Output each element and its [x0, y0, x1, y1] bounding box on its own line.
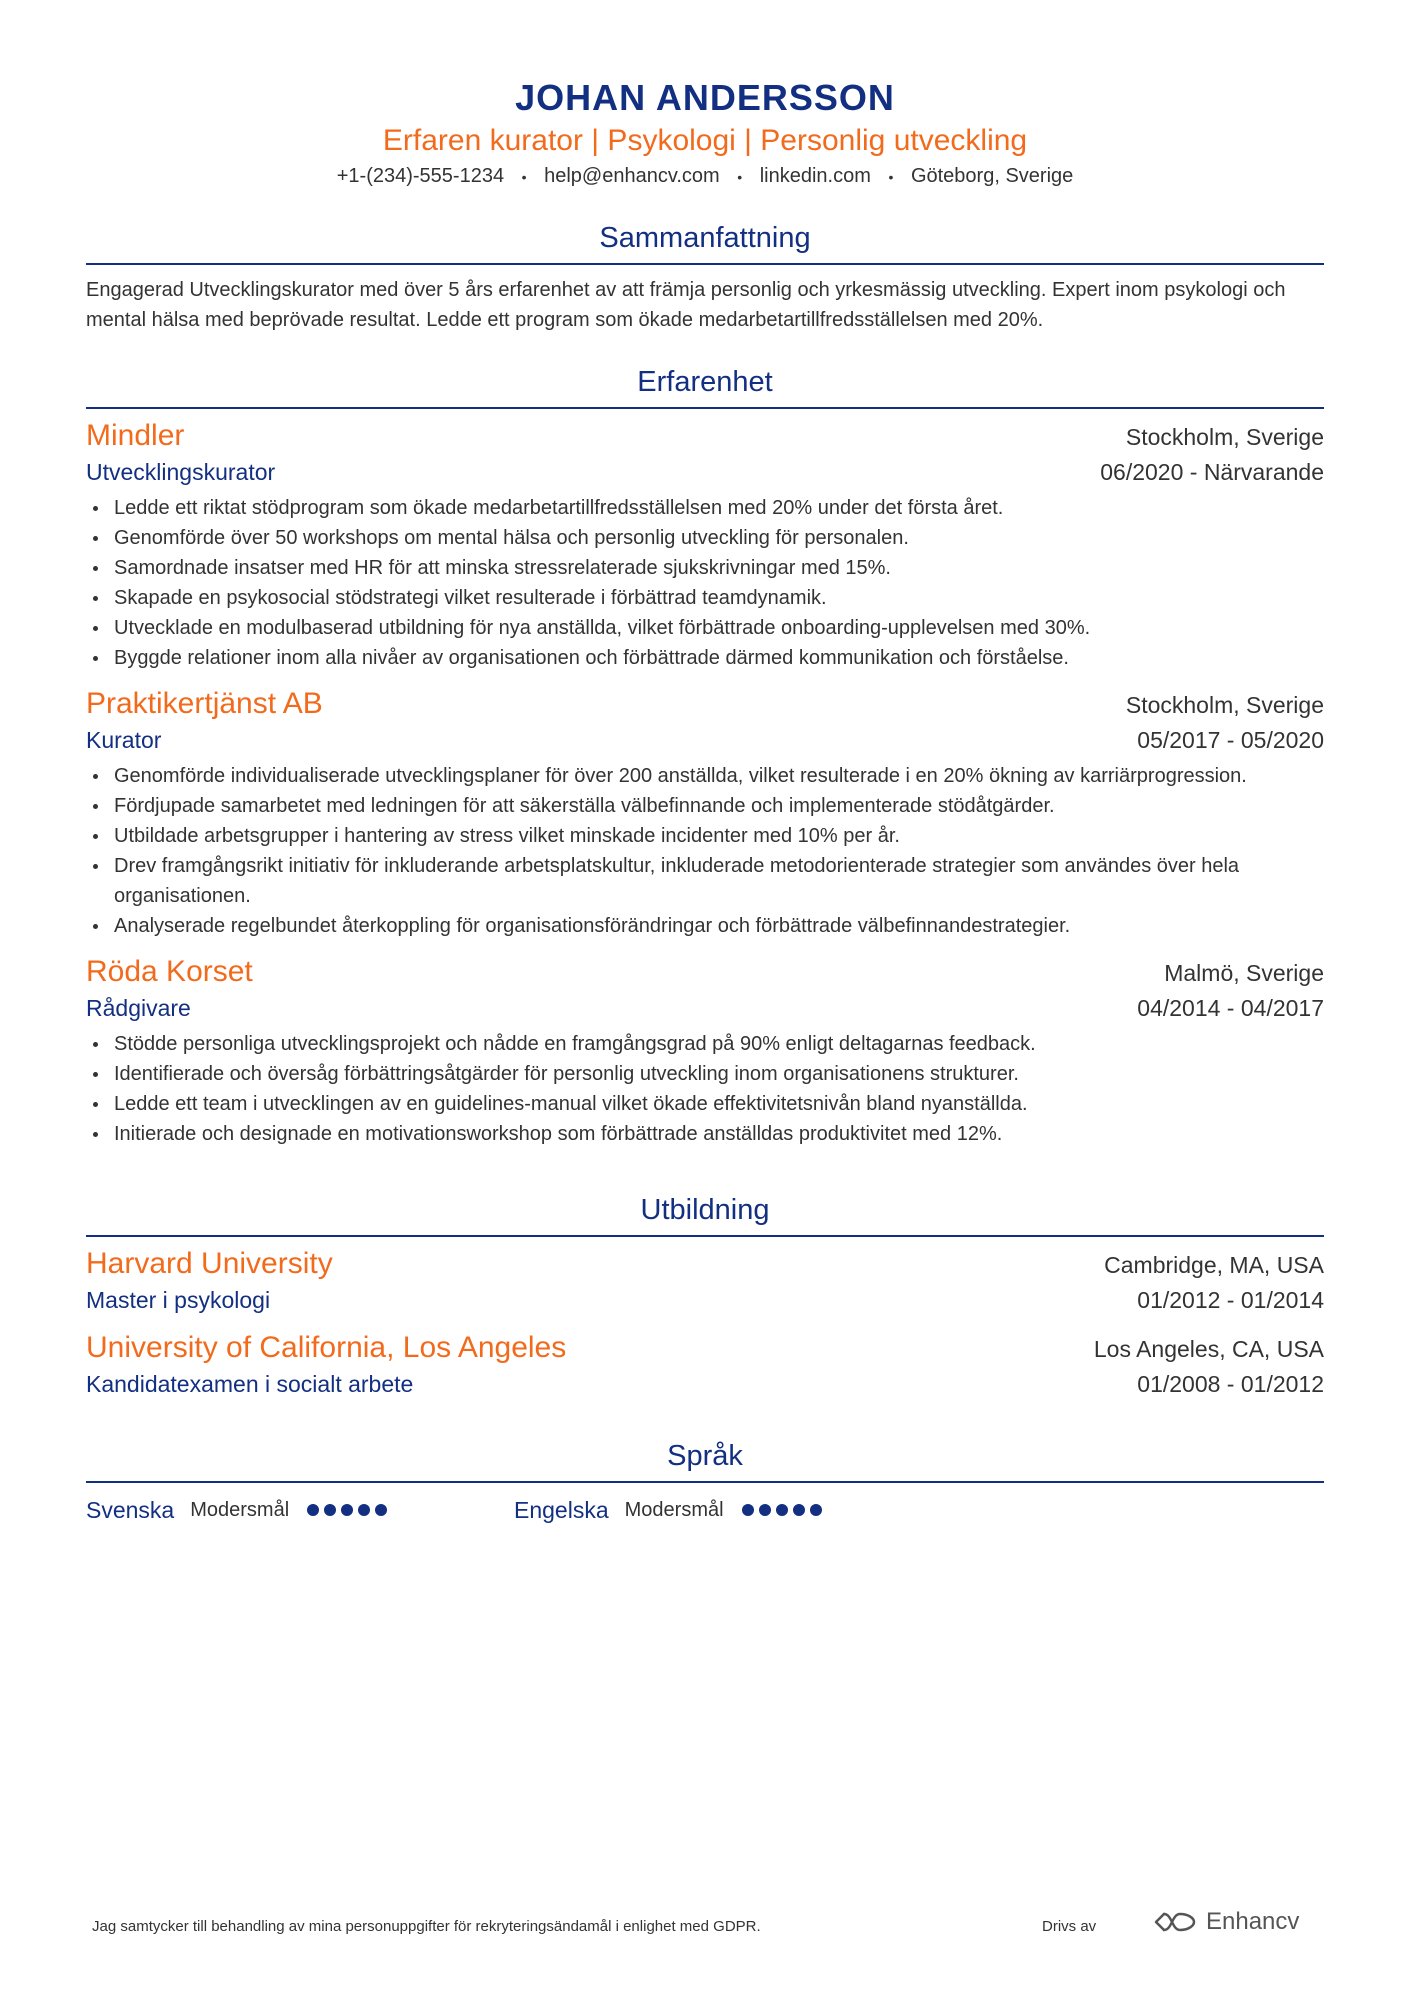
bullet-item: Analyserade regelbundet återkoppling för organisationsförändringar och förbättrade välbefinnandestrategier.: [114, 911, 1324, 941]
company-name: Praktikertjänst AB: [86, 686, 323, 720]
enhancv-brand-name: Enhancv: [1206, 1908, 1300, 1935]
language-name: Svenska: [86, 1496, 175, 1523]
education-dates: 01/2008 - 01/2012: [1137, 1370, 1324, 1397]
languages-section: [86, 1437, 1324, 1524]
language-name: Engelska: [514, 1496, 609, 1523]
experience-entry: [86, 417, 1324, 673]
job-title: Kurator: [86, 726, 162, 753]
summary-title: Sammanfattning: [86, 219, 1324, 265]
bullet-item: Identifierade och översåg förbättringsåtgärder för personlig utveckling inom organisationens strukturer.: [114, 1059, 1324, 1089]
job-dates: 05/2017 - 05/2020: [1137, 726, 1324, 753]
rating-dot: [358, 1504, 370, 1516]
school-location: Los Angeles, CA, USA: [1093, 1335, 1324, 1362]
education-section: [86, 1191, 1324, 1401]
rating-dot: [793, 1504, 805, 1516]
summary-text: Engagerad Utvecklingskurator med över 5 års erfarenhet av att främja personlig och yrkesmässig utveckling. Expert inom psykologi och mental hälsa med beprövade resultat. Ledde ett program som ökade medarbetartillfredsställelsen med 20%.: [86, 278, 1286, 331]
education-entry: [86, 1245, 1324, 1317]
education-title: Utbildning: [86, 1191, 1324, 1237]
experience-title: Erfarenhet: [86, 363, 1324, 409]
rating-dot: [810, 1504, 822, 1516]
bullet-item: Utbildade arbetsgrupper i hantering av stress vilket minskade incidenter med 10% per år.: [114, 821, 1324, 851]
page-footer: [92, 1908, 1318, 1948]
education-entry: [86, 1329, 1324, 1401]
language-item: [86, 1497, 514, 1524]
rating-dot: [776, 1504, 788, 1516]
rating-dot: [742, 1504, 754, 1516]
bullet-item: Skapade en psykosocial stödstrategi vilket resulterade i förbättrad teamdynamik.: [114, 583, 1324, 613]
bullet-item: Utvecklade en modulbaserad utbildning för nya anställda, vilket förbättrade onboarding-upplevelsen med 30%.: [114, 613, 1324, 643]
bullet-item: Fördjupade samarbetet med ledningen för att säkerställa välbefinnande och implementerade stödåtgärder.: [114, 791, 1324, 821]
contact-separator: •: [737, 168, 743, 185]
bullet-item: Genomförde över 50 workshops om mental hälsa och personlig utveckling för personalen.: [114, 523, 1324, 553]
job-location: Stockholm, Sverige: [1125, 691, 1324, 718]
candidate-name: JOHAN ANDERSSON: [515, 77, 895, 118]
contact-separator: •: [888, 168, 894, 185]
candidate-headline: Erfaren kurator | Psykologi | Personlig utveckling: [382, 124, 1028, 157]
education-dates: 01/2012 - 01/2014: [1137, 1286, 1324, 1313]
languages-title: Språk: [86, 1437, 1324, 1483]
languages-list: [86, 1497, 1324, 1524]
enhancv-brand[interactable]: [1154, 1908, 1299, 1936]
contact-linkedin[interactable]: linkedin.com: [759, 165, 871, 187]
language-rating: [742, 1504, 822, 1516]
bullet-item: Samordnade insatser med HR för att minska stressrelaterade sjukskrivningar med 15%.: [114, 553, 1324, 583]
job-location: Stockholm, Sverige: [1125, 423, 1324, 450]
resume-header: [86, 0, 1324, 191]
bullet-item: Ledde ett team i utvecklingen av en guidelines-manual vilket ökade effektivitetsnivån bland nyanställda.: [114, 1089, 1324, 1119]
school-name: University of California, Los Angeles: [86, 1330, 567, 1364]
rating-dot: [341, 1504, 353, 1516]
company-name: Röda Korset: [86, 954, 253, 988]
rating-dot: [759, 1504, 771, 1516]
job-bullets: [86, 761, 1324, 941]
resume-page: [86, 0, 1324, 1524]
school-location: Cambridge, MA, USA: [1104, 1251, 1324, 1278]
contact-line: [86, 162, 1324, 191]
job-dates: 04/2014 - 04/2017: [1137, 994, 1324, 1021]
job-title: Utvecklingskurator: [86, 458, 276, 485]
school-name: Harvard University: [86, 1246, 333, 1280]
bullet-item: Genomförde individualiserade utvecklingsplaner för över 200 anställda, vilket resulterade i en 20% ökning av karriärprogression.: [114, 761, 1324, 791]
rating-dot: [375, 1504, 387, 1516]
powered-by-label: Drivs av: [1042, 1918, 1097, 1935]
job-bullets: [86, 1029, 1324, 1149]
contact-phone[interactable]: +1-(234)-555-1234: [336, 165, 505, 187]
enhancv-logo-icon: [1154, 1911, 1198, 1933]
language-level: Modersmål: [190, 1498, 290, 1521]
bullet-item: Initierade och designade en motivationsworkshop som förbättrade anställdas produktivitet med 12%.: [114, 1119, 1324, 1149]
experience-entry: [86, 953, 1324, 1149]
experience-entry: [86, 685, 1324, 941]
job-dates: 06/2020 - Närvarande: [1100, 458, 1324, 485]
bullet-item: Stödde personliga utvecklingsprojekt och nådde en framgångsgrad på 90% enligt deltagarnas feedback.: [114, 1029, 1324, 1059]
contact-separator: •: [521, 168, 527, 185]
gdpr-consent-text: Jag samtycker till behandling av mina personuppgifter för rekryteringsändamål i enlighet med GDPR.: [92, 1918, 761, 1935]
bullet-item: Byggde relationer inom alla nivåer av organisationen och förbättrade därmed kommunikation och förståelse.: [114, 643, 1324, 673]
experience-section: [86, 363, 1324, 1149]
contact-email[interactable]: help@enhancv.com: [544, 165, 720, 187]
summary-section: [86, 219, 1324, 335]
bullet-item: Drev framgångsrikt initiativ för inkluderande arbetsplatskultur, inkluderade metodorienterade strategier som användes över hela organisationen.: [114, 851, 1324, 911]
job-location: Malmö, Sverige: [1164, 959, 1324, 986]
bullet-item: Ledde ett riktat stödprogram som ökade medarbetartillfredsställelsen med 20% under det första året.: [114, 493, 1324, 523]
rating-dot: [324, 1504, 336, 1516]
language-rating: [307, 1504, 387, 1516]
degree: Kandidatexamen i socialt arbete: [86, 1370, 414, 1397]
degree: Master i psykologi: [86, 1286, 271, 1313]
language-item: [514, 1497, 942, 1524]
job-bullets: [86, 493, 1324, 673]
contact-location: Göteborg, Sverige: [910, 165, 1074, 187]
language-level: Modersmål: [624, 1498, 724, 1521]
company-name: Mindler: [86, 418, 185, 452]
rating-dot: [307, 1504, 319, 1516]
job-title: Rådgivare: [86, 994, 191, 1021]
